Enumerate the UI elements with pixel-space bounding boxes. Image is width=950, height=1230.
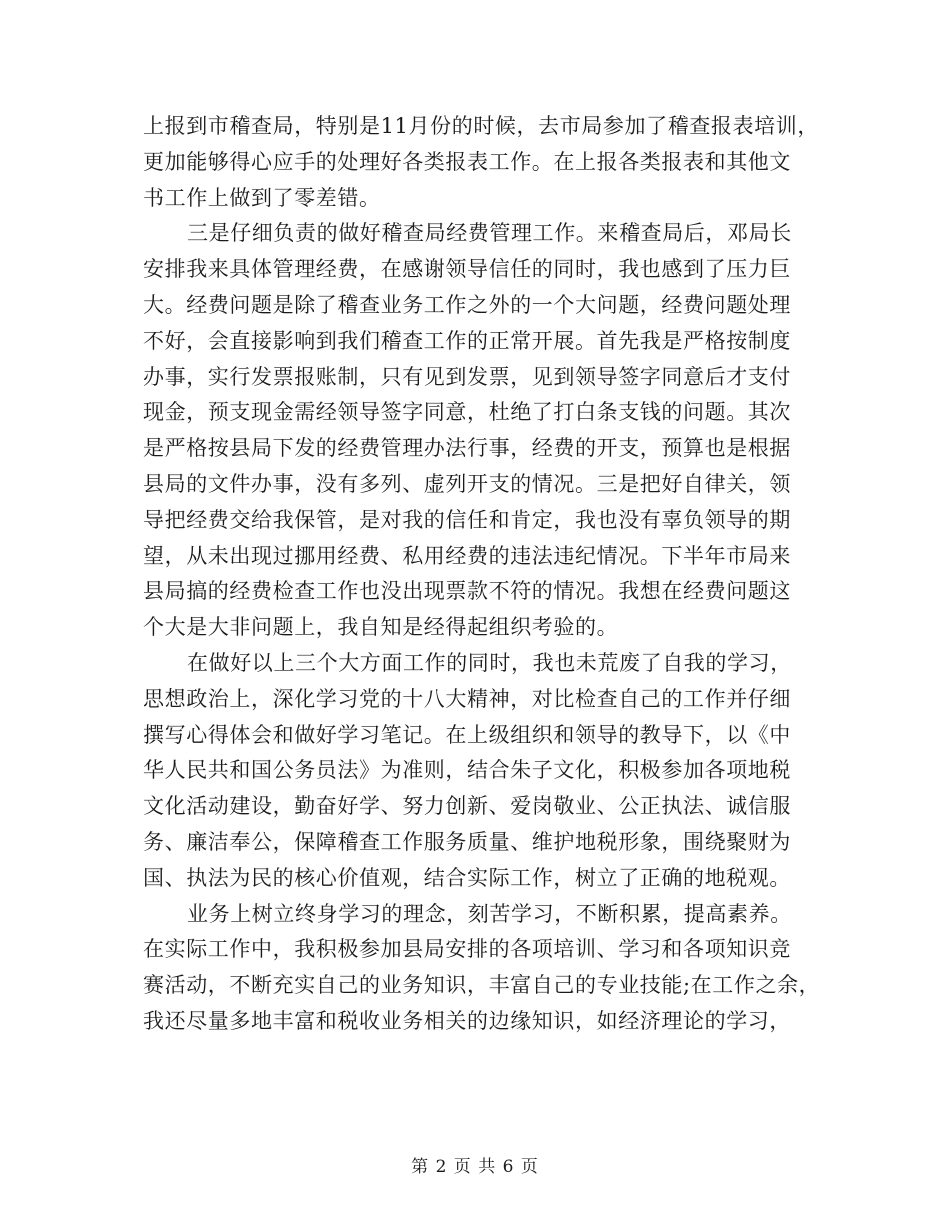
text-line: 在实际工作中，我积极参加县局安排的各项培训、学习和各项知识竞 [143,937,791,962]
text-line: 不好，会直接影响到我们稽查工作的正常开展。首先我是严格按制度 [143,328,791,353]
text-line: 更加能够得心应手的处理好各类报表工作。在上报各类报表和其他文 [143,149,791,174]
text-line: 办事，实行发票报账制，只有见到发票，见到领导签字同意后才支付 [143,364,791,389]
text-line: 我还尽量多地丰富和税收业务相关的边缘知识，如经济理论的学习， [143,1008,791,1033]
text-line: 赛活动，不断充实自己的业务知识，丰富自己的专业技能;在工作之余， [143,973,821,998]
text-line: 现金，预支现金需经领导签字同意，杜绝了打白条支钱的问题。其次 [143,400,791,425]
document-body [143,109,823,1040]
text-line: 县局的文件办事，没有多列、虚列开支的情况。三是把好自律关，领 [143,471,791,496]
text-line: 文化活动建设，勤奋好学、努力创新、爱岗敬业、公正执法、诚信服 [143,794,791,819]
text-line: 撰写心得体会和做好学习笔记。在上级组织和领导的教导下，以《中 [143,722,791,747]
text-line: 导把经费交给我保管，是对我的信任和肯定，我也没有辜负领导的期 [143,507,791,532]
paragraph-start-line: 业务上树立终身学习的理念，刻苦学习，不断积累，提高素养。 [187,901,792,926]
text-line: 个大是大非问题上，我自知是经得起组织考验的。 [143,615,619,640]
text-line: 大。经费问题是除了稽查业务工作之外的一个大问题，经费问题处理 [143,292,791,317]
page-number-footer: 第 2 页 共 6 页 [411,1157,539,1177]
text-line: 县局搞的经费检查工作也没出现票款不符的情况。我想在经费问题这 [143,579,791,604]
text-line: 务、廉洁奉公，保障稽查工作服务质量、维护地税形象，围绕聚财为 [143,829,791,854]
text-line: 思想政治上，深化学习党的十八大精神，对比检查自己的工作并仔细 [143,686,791,711]
text-line: 国、执法为民的核心价值观，结合实际工作，树立了正确的地税观。 [143,865,791,890]
text-line: 是严格按县局下发的经费管理办法行事，经费的开支，预算也是根据 [143,436,791,461]
text-line: 望，从未出现过挪用经费、私用经费的违法违纪情况。下半年市局来 [143,543,791,568]
paragraph-start-line: 在做好以上三个大方面工作的同时，我也未荒废了自我的学习， [187,650,792,675]
text-line: 安排我来具体管理经费，在感谢领导信任的同时，我也感到了压力巨 [143,257,791,282]
paragraph-start-line: 三是仔细负责的做好稽查局经费管理工作。来稽查局后，邓局长 [187,221,792,246]
text-line: 华人民共和国公务员法》为准则，结合朱子文化，积极参加各项地税 [143,758,791,783]
text-line: 书工作上做到了零差错。 [143,185,381,210]
text-line: 上报到市稽查局，特别是11月份的时候，去市局参加了稽查报表培训， [143,114,819,138]
